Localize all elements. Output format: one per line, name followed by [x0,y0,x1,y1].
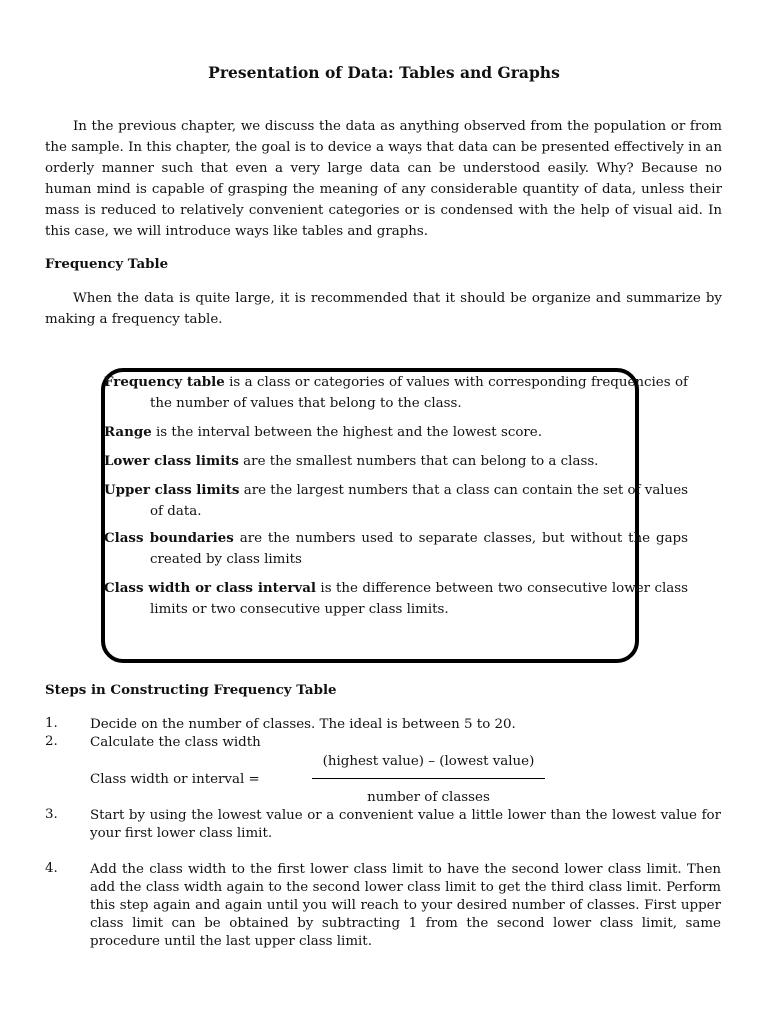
definition-item [104,578,688,620]
step-text: Start by using the lowest value or a convenient value a little lower than the lowest value for your first lower class limit. [90,808,721,841]
definition-text: is a class or categories of values with corresponding frequencies of the number of values that belong to the class. [150,375,688,411]
intro-paragraph: In the previous chapter, we discuss the data as anything observed from the population or from the sample. In this chapter, the goal is to device a ways that data can be presented effectively in an orderly manner such that even a very large data can be understood easily. Why? Because no human mind is capable of grasping the meaning of any considerable quantity of data, unless their mass is reduced to relatively convenient categories or is condensed with the help of visual aid. In this case, we will introduce ways like tables and graphs. [45,119,722,239]
definition-text: are the numbers used to separate classes, but without the gaps created by class limits [150,531,688,567]
step-text: Add the class width to the first lower class limit to have the second lower class limit. Then add the class width again to the second lower class limit to get the third class limit. Perform this step again and again until you will reach to your desired number of classes. First upper class limit can be obtained by subtracting 1 from the second lower class limit, same procedure until the last upper class limit. [90,862,721,949]
step-text: Calculate the class width [90,735,261,750]
frequency-table-heading: Frequency Table [45,256,169,272]
definition-item [104,528,688,570]
definition-item [104,480,688,522]
definition-term: Lower class limits [104,453,239,469]
definition-item [104,451,688,472]
definition-term: Frequency table [104,374,225,390]
definition-text: is the interval between the highest and the lowest score. [151,425,542,440]
definition-term: Upper class limits [104,482,240,498]
formula-label: Class width or interval = [90,772,260,787]
definition-term: Range [104,424,152,440]
step-number: 3. [45,807,58,822]
step-number: 2. [45,734,58,749]
definition-text: is the difference between two consecutive lower class limits or two consecutive upper class limits. [150,581,689,617]
definition-text: are the largest numbers that a class can contain the set of values of data. [150,483,689,519]
steps-heading: Steps in Constructing Frequency Table [45,682,337,698]
definition-text: are the smallest numbers that can belong to a class. [238,454,599,469]
step-number: 1. [45,716,58,731]
definition-term: Class boundaries [104,530,234,546]
fraction-bar [312,778,545,779]
frequency-intro-paragraph: When the data is quite large, it is recommended that it should be organize and summarize by making a frequency table. [45,291,722,327]
step-text: Decide on the number of classes. The ideal is between 5 to 20. [90,717,516,732]
formula-numerator: (highest value) – (lowest value) [322,754,535,769]
page-title: Presentation of Data: Tables and Graphs [208,62,560,82]
definition-item [104,372,688,414]
definition-term: Class width or class interval [104,580,316,596]
formula-denominator: number of classes [367,790,490,805]
step-number: 4. [45,861,58,876]
definition-item [104,422,688,443]
